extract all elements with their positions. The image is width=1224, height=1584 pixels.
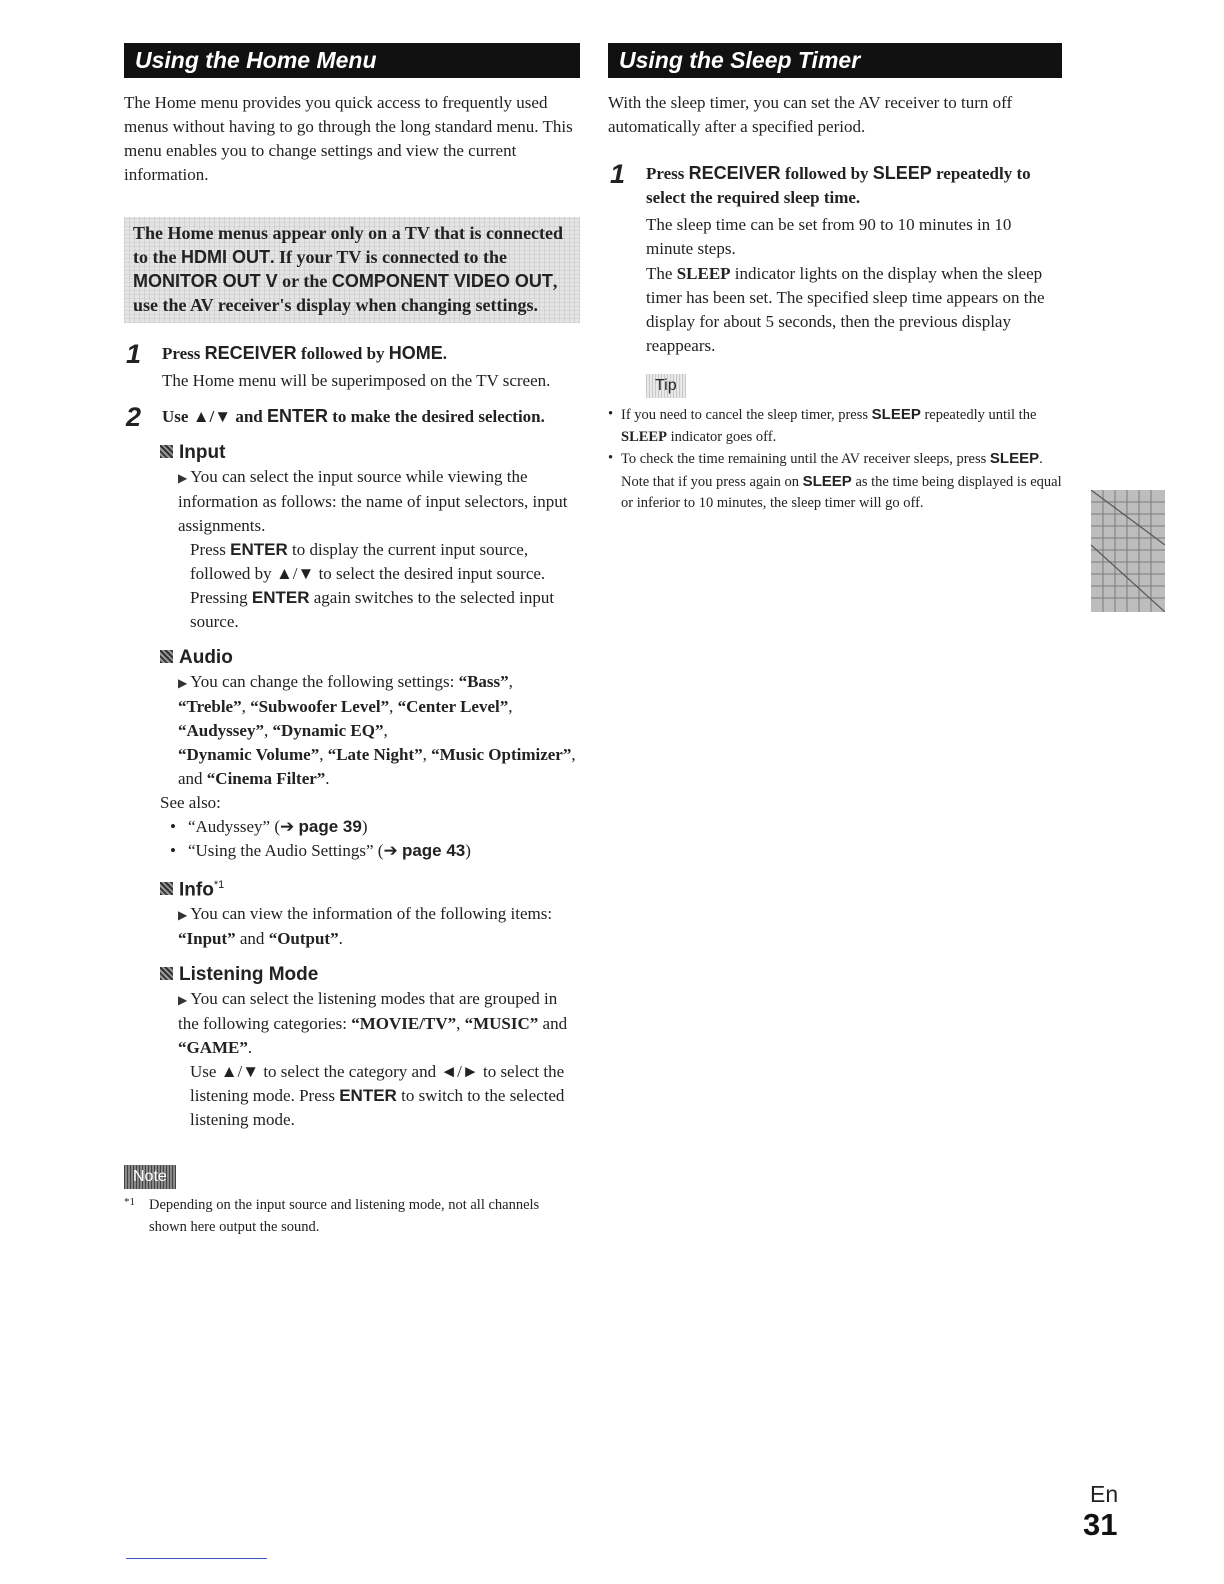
audio-heading: [160, 646, 580, 670]
body-text: .: [338, 929, 343, 949]
body-text: .: [325, 769, 330, 788]
sleep-key: SLEEP: [871, 406, 921, 423]
setting-name: “Late Night”: [327, 745, 423, 764]
body-text: and: [538, 1014, 568, 1034]
square-bullet-icon: [160, 882, 173, 895]
enter-key: ENTER: [251, 588, 310, 607]
square-bullet-icon: [160, 445, 173, 458]
setting-name: “Dynamic EQ”: [272, 721, 384, 740]
tip-section: [608, 374, 1062, 515]
square-bullet-icon: [160, 967, 173, 980]
audio-section: [160, 646, 580, 863]
tip-text: . Note that if you press again on: [621, 451, 1043, 490]
category-name: “GAME”: [178, 1038, 248, 1058]
sleep-indicator: SLEEP: [676, 264, 731, 283]
step-number: 1: [126, 339, 142, 369]
listening-mode-heading: [160, 963, 580, 987]
tip-label: Tip: [646, 374, 686, 398]
body-text: The: [646, 264, 677, 283]
setting-name: “Audyssey”: [178, 721, 264, 740]
see-also-item[interactable]: [170, 839, 580, 863]
home-step-1: [124, 341, 580, 393]
ref-text: “Audyssey” (: [187, 817, 281, 836]
footnote-text: Depending on the input source and listening mode, not all channels shown here output the sound.: [149, 1197, 540, 1235]
enter-key: ENTER: [230, 540, 288, 559]
setting-name: “Subwoofer Level”: [250, 697, 390, 716]
setting-name: “Bass”: [458, 672, 509, 691]
category-name: “MUSIC”: [464, 1014, 539, 1034]
info-section: [160, 873, 580, 951]
bottom-rule: [126, 1558, 267, 1559]
footnote: [124, 1195, 580, 1238]
setting-name: “Music Optimizer”: [431, 745, 572, 764]
step-title: [646, 161, 1062, 210]
tip-item: [608, 404, 1062, 448]
body-text: , and: [178, 745, 576, 788]
heading-text: Audio: [179, 647, 233, 668]
body-text: You can select the listening modes that are grouped in the following categories:: [178, 989, 558, 1034]
step-body: The Home menu will be superimposed on the TV screen.: [162, 371, 551, 390]
see-also-item[interactable]: [170, 815, 580, 839]
sleep-key: SLEEP: [802, 472, 852, 490]
body-text: to switch to the selected listening mode.: [190, 1086, 565, 1130]
home-menu-heading: Using the Home Menu: [124, 43, 580, 78]
step-number: 2: [126, 402, 142, 432]
enter-key: ENTER: [339, 1086, 397, 1106]
heading-text: Listening Mode: [179, 964, 319, 986]
heading-text: Info: [179, 879, 214, 901]
step-text: Use: [162, 407, 193, 426]
up-down-arrows: ▲/▼: [192, 407, 232, 426]
step-text: followed by: [296, 344, 389, 363]
sleep-timer-intro: With the sleep timer, you can set the AV receiver to turn off automatically after a specified period.: [608, 93, 1013, 136]
input-instructions: [190, 538, 580, 634]
sleep-step-1: [608, 161, 1062, 358]
receiver-key: RECEIVER: [204, 343, 297, 363]
page-arrow-icon: ➔: [383, 841, 398, 860]
tip-text: If you need to cancel the sleep timer, press: [621, 407, 872, 423]
info-body: [178, 902, 580, 951]
item-name: “Input”: [178, 929, 236, 949]
item-name: “Output”: [268, 929, 339, 949]
hdmi-notice-box: [124, 217, 580, 323]
footnote-mark: *1: [124, 1196, 135, 1209]
sleep-key: SLEEP: [989, 450, 1040, 467]
input-section: [160, 441, 580, 634]
setting-name: “Treble”: [178, 697, 242, 716]
body-text: Press: [190, 540, 231, 559]
tip-text: indicator goes off.: [666, 428, 777, 445]
step-text: followed by: [780, 164, 873, 183]
body-text: again switches to the selected input source.: [190, 588, 555, 631]
step-text: repeatedly to select the required sleep time.: [646, 164, 1031, 207]
page-ref-39[interactable]: page 39: [298, 817, 362, 836]
step-body: [646, 262, 1062, 358]
body-text: to select the listening mode. Press: [190, 1062, 565, 1106]
pointer-icon: ▶: [178, 471, 188, 485]
page-ref-43[interactable]: page 43: [401, 841, 466, 860]
home-menu-intro: The Home menu provides you quick access to frequently used menus without having to go through the long standard menu. This menu enables you to change settings and view the current information.: [124, 93, 573, 184]
body-text: indicator lights on the display when the sleep timer has been set. The specified sleep time appears on the display for about 5 seconds, then the previous display reappears.: [646, 264, 1045, 355]
listening-mode-section: [160, 963, 580, 1132]
square-bullet-icon: [160, 650, 173, 663]
enter-key: ENTER: [267, 406, 329, 426]
see-also-list: [160, 815, 580, 863]
step-text: to make the desired selection.: [328, 407, 545, 426]
home-key: HOME: [388, 343, 443, 363]
category-name: “MOVIE/TV”: [351, 1014, 457, 1034]
footnote-ref: *1: [213, 879, 225, 891]
step-title: [162, 404, 580, 429]
right-column: [608, 43, 1062, 515]
notice-text: , use the AV receiver's display when changing settings.: [133, 271, 558, 315]
notice-text: The Home menus appear only on a TV that is connected to the: [133, 223, 564, 267]
audio-body: ▶ You can change the following settings: “Bass”, “Treble”, “Subwoofer Level”, “Center Level”, “Audyssey”, “Dynamic EQ”, “Dynamic Volume”, “Late Night”, “Music Optimizer”, and “Cinema Filter”.: [178, 672, 576, 788]
page-number: 31: [1083, 1507, 1118, 1542]
pointer-icon: ▶: [178, 908, 188, 923]
pointer-icon: ▶: [178, 676, 188, 690]
ref-text: ): [361, 817, 368, 836]
tip-text: repeatedly until the: [920, 407, 1037, 423]
setting-name: “Dynamic Volume”: [178, 745, 320, 764]
up-down-arrows: ▲/▼: [275, 564, 315, 583]
body-text: to display the current input source, followed by: [190, 540, 529, 583]
input-body: [178, 465, 580, 538]
notice-component-out: COMPONENT VIDEO OUT: [331, 271, 553, 291]
ref-text: “Using the Audio Settings” (: [187, 841, 384, 860]
setting-name: “Center Level”: [397, 697, 509, 716]
sleep-key: SLEEP: [872, 163, 932, 183]
notice-hdmi-out: HDMI OUT: [181, 247, 270, 267]
body-text: You can select the input source while viewing the information as follows: the name of input selectors, input assignments.: [178, 467, 568, 535]
chapter-tab-graphic: [1091, 490, 1165, 612]
step-text: Press: [646, 164, 689, 183]
step-title: [162, 341, 580, 366]
ref-text: ): [465, 841, 471, 860]
info-heading: [160, 873, 580, 902]
body-text: ,: [456, 1014, 465, 1034]
body-text: to select the category and: [259, 1062, 441, 1082]
pointer-icon: ▶: [178, 993, 188, 1008]
note-section: [124, 1165, 580, 1238]
body-text: and: [235, 929, 269, 949]
page-arrow-icon: ➔: [280, 817, 295, 836]
listening-mode-body: [178, 987, 580, 1060]
listening-mode-instructions: [190, 1060, 580, 1132]
tip-list: [608, 404, 1062, 515]
step-text: and: [231, 407, 267, 426]
step-body: The sleep time can be set from 90 to 10 minutes in 10 minute steps.: [646, 215, 1012, 258]
tip-text: as the time being displayed is equal or inferior to 10 minutes, the sleep timer will go off.: [621, 473, 1062, 511]
body-text: You can view the information of the following items:: [190, 904, 553, 924]
step-number: 1: [610, 159, 626, 189]
step-text: Press: [162, 344, 205, 363]
body-text: to select the desired input source. Pressing: [190, 564, 546, 607]
input-heading: [160, 441, 580, 465]
home-step-2: [124, 402, 580, 432]
left-column: [124, 43, 580, 1238]
body-text: You can change the following settings:: [190, 672, 459, 691]
tip-item: [608, 448, 1062, 515]
body-text: .: [247, 1038, 253, 1058]
receiver-key: RECEIVER: [688, 163, 781, 183]
notice-text: or the: [277, 271, 332, 291]
sleep-indicator: SLEEP: [621, 428, 667, 445]
notice-monitor-out: MONITOR OUT V: [133, 271, 278, 291]
notice-text: . If your TV is connected to the: [270, 247, 508, 267]
setting-name: “Cinema Filter”: [206, 769, 326, 788]
page-language: En: [1090, 1481, 1119, 1507]
body-text: Use: [190, 1062, 221, 1082]
heading-text: Input: [179, 442, 226, 463]
see-also-label: See also:: [160, 793, 221, 812]
note-label: Note: [124, 1165, 176, 1189]
sleep-timer-heading: Using the Sleep Timer: [608, 43, 1062, 78]
left-right-arrows: ◄/►: [440, 1062, 479, 1082]
step-text: .: [442, 344, 448, 363]
up-down-arrows: ▲/▼: [220, 1062, 260, 1082]
tip-text: To check the time remaining until the AV receiver sleeps, press: [621, 451, 990, 467]
